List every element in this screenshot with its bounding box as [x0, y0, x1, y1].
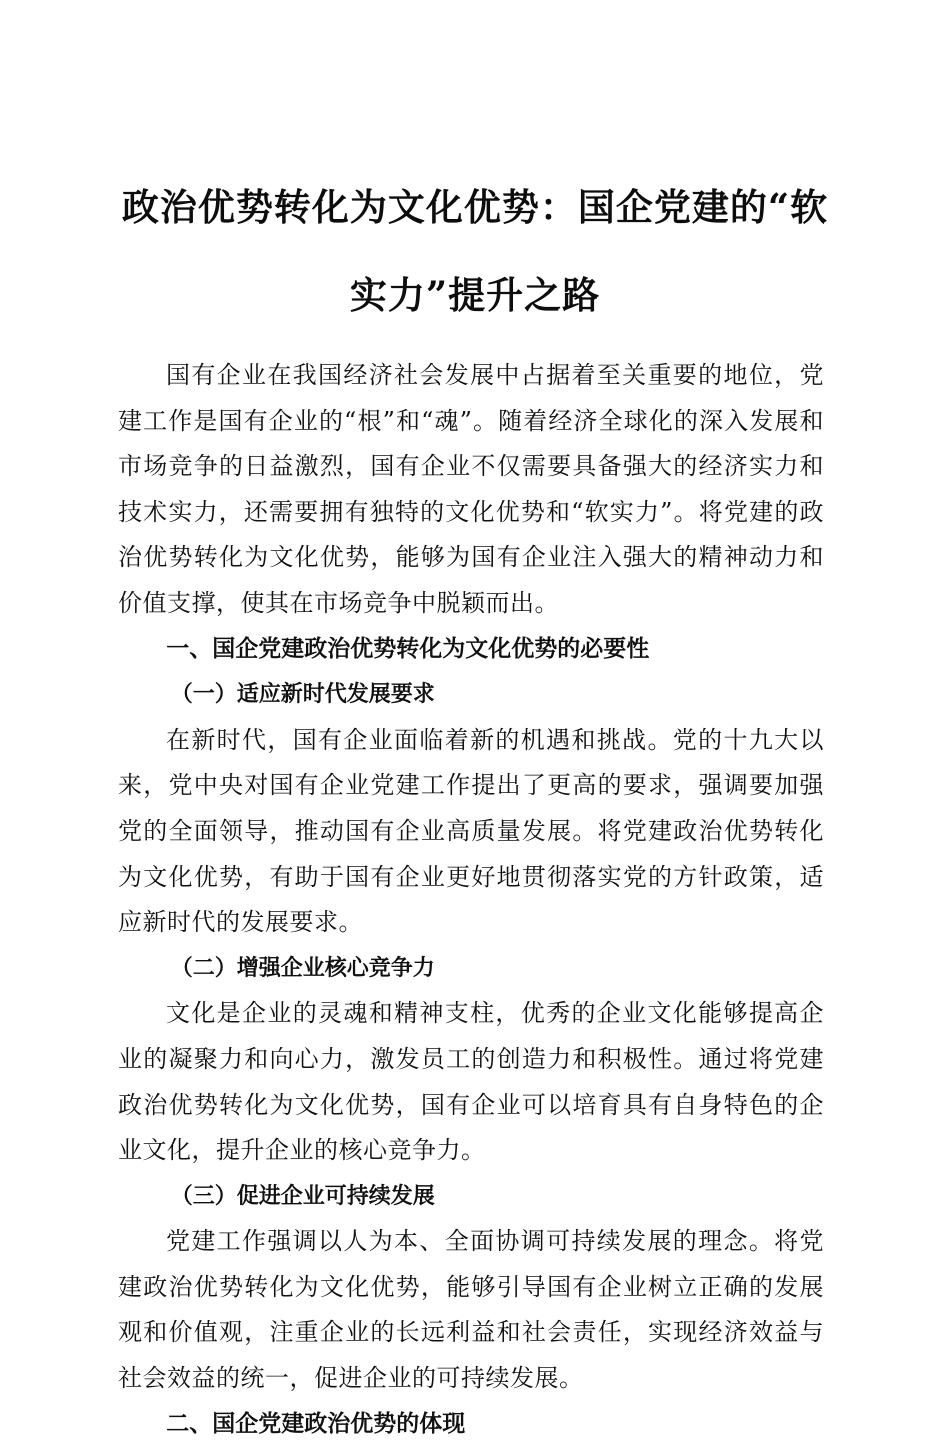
subsection-1-1-heading: （一）适应新时代发展要求	[170, 682, 435, 708]
subsection-1-2-paragraph: 文化是企业的灵魂和精神支柱，优秀的企业文化能够提高企业的凝聚力和向心力，激发员工的创造力和积极性。通过将党建政治优势转化为文化优势，国有企业可以培育具有自身特色的企业文化，提升企业的核心竞争力。	[118, 999, 824, 1165]
document-body	[118, 353, 824, 1447]
subsection-1-2-heading: （二）增强企业核心竞争力	[170, 955, 435, 981]
section-1-heading: 一、国企党建政治优势转化为文化优势的必要性	[166, 635, 650, 662]
intro-paragraph: 国有企业在我国经济社会发展中占据着至关重要的地位，党建工作是国有企业的“根”和“魂”。随着经济全球化的深入发展和市场竞争的日益激烈，国有企业不仅需要具备强大的经济实力和技术实力，还需要拥有独特的文化优势和“软实力”。将党建的政治优势转化为文化优势，能够为国有企业注入强大的精神动力和价值支撑，使其在市场竞争中脱颖而出。	[118, 361, 824, 617]
document-title: 政治优势转化为文化优势：国企党建的“软实力”提升之路	[121, 185, 829, 317]
subsection-1-3-heading: （三）促进企业可持续发展	[170, 1183, 435, 1209]
section-2-heading: 二、国企党建政治优势的体现	[166, 1410, 466, 1437]
subsection-1-1-paragraph: 在新时代，国有企业面临着新的机遇和挑战。党的十九大以来，党中央对国有企业党建工作提出了更高的要求，强调要加强党的全面领导，推动国有企业高质量发展。将党建政治优势转化为文化优势，有助于国有企业更好地贯彻落实党的方针政策，适应新时代的发展要求。	[118, 725, 824, 937]
subsection-1-3-paragraph: 党建工作强调以人为本、全面协调可持续发展的理念。将党建政治优势转化为文化优势，能够引导国有企业树立正确的发展观和价值观，注重企业的长远利益和社会责任，实现经济效益与社会效益的统一，促进企业的可持续发展。	[118, 1227, 824, 1393]
